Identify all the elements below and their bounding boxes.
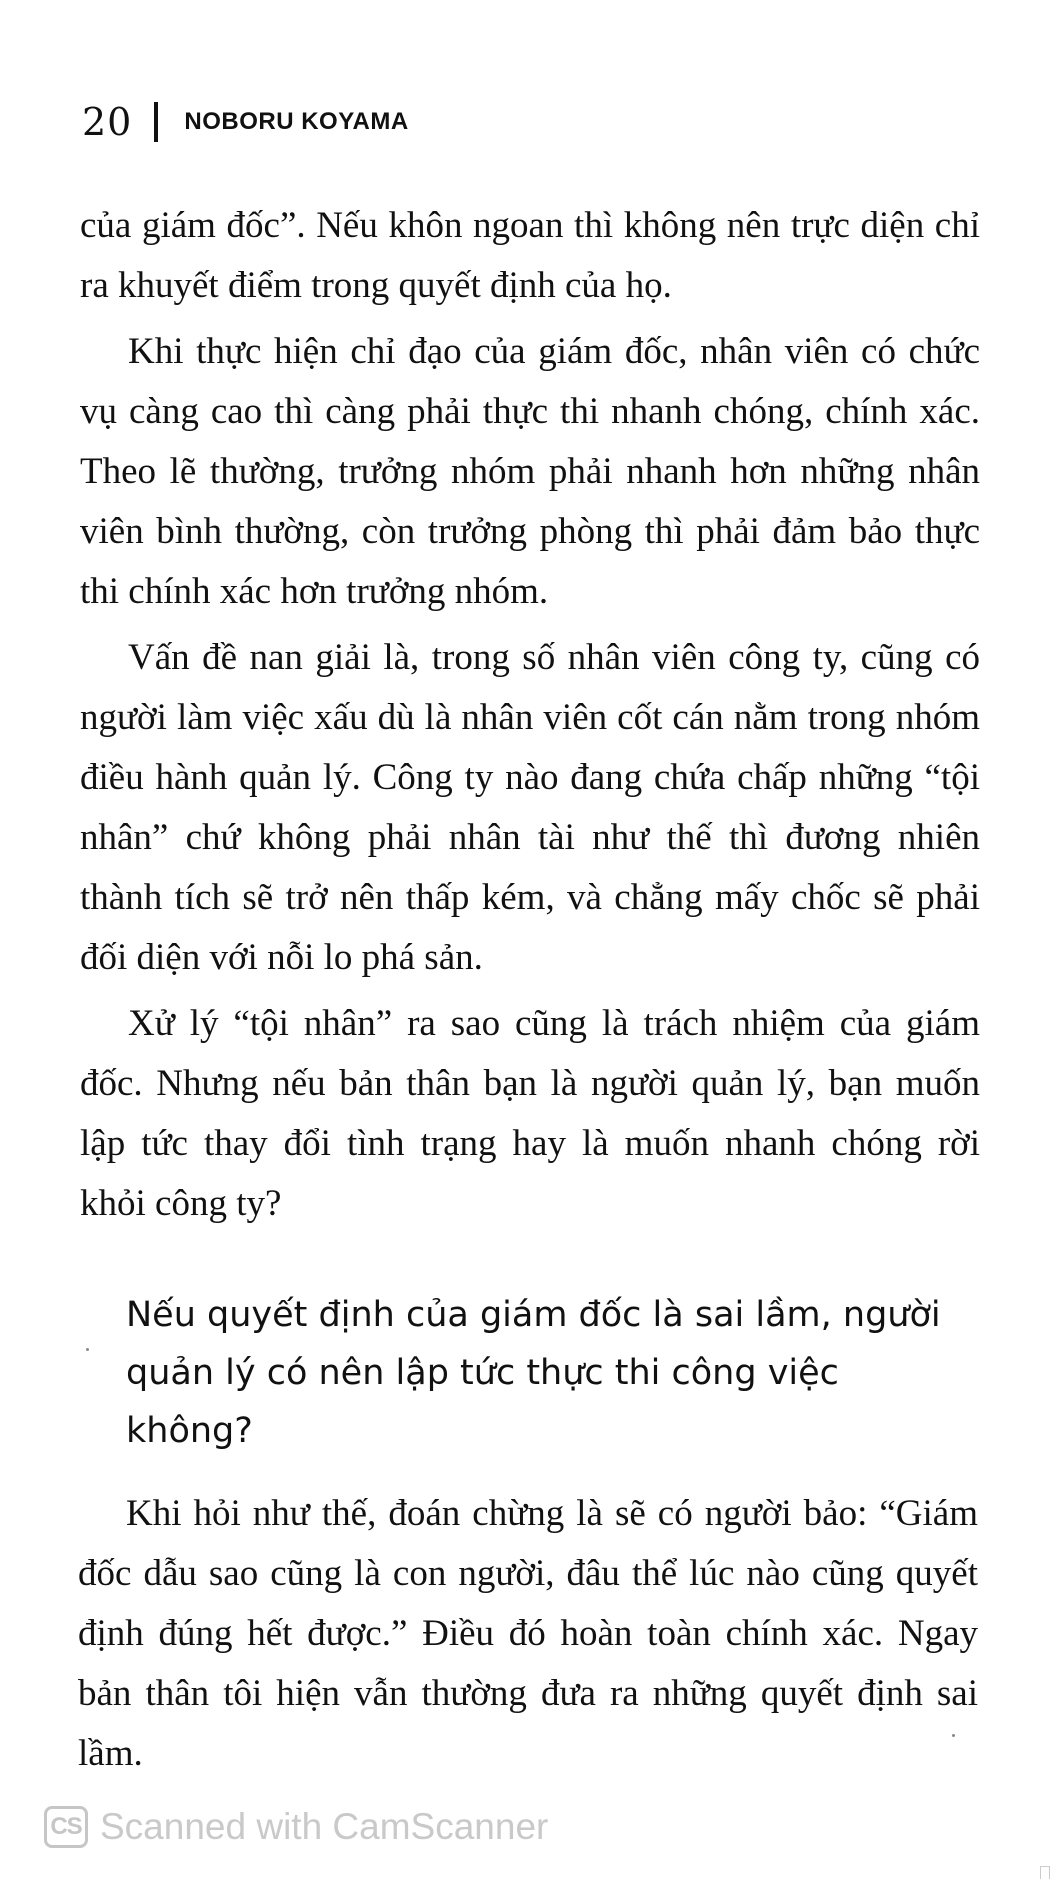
body-text bbox=[80, 196, 980, 1240]
paragraph: Khi thực hiện chỉ đạo của giám đốc, nhân viên có chức vụ càng cao thì càng phải thực thi nhanh chóng, chính xác. Theo lẽ thường, trưởng nhóm phải nhanh hơn những nhân viên bình thường, còn trưởng phòng thì phải đảm bảo thực thi chính xác hơn trưởng nhóm. bbox=[80, 331, 980, 612]
watermark-text: Scanned with CamScanner bbox=[100, 1806, 549, 1847]
paragraph: Vấn đề nan giải là, trong số nhân viên công ty, cũng có người làm việc xấu dù là nhân viên cốt cán nằm trong nhóm điều hành quản lý. Công ty nào đang chứa chấp những “tội nhân” chứ không phải nhân tài như thế thì đương nhiên thành tích sẽ trở nên thấp kém, và chẳng mấy chốc sẽ phải đối diện với nỗi lo phá sản. bbox=[80, 637, 980, 978]
corner-mark bbox=[1040, 1866, 1050, 1879]
scan-speck bbox=[86, 1348, 89, 1351]
running-header bbox=[82, 92, 409, 152]
page-number: 20 bbox=[82, 100, 133, 144]
author-name: NOBORU KOYAMA bbox=[184, 108, 409, 135]
header-divider bbox=[154, 102, 158, 142]
camscanner-watermark bbox=[44, 1806, 548, 1848]
section-heading: Nếu quyết định của giám đốc là sai lầm, người quản lý có nên lập tức thực thi công việc không? bbox=[126, 1295, 941, 1451]
paragraph-continuation: của giám đốc”. Nếu khôn ngoan thì không nên trực diện chỉ ra khuyết điểm trong quyết định của họ. bbox=[80, 205, 980, 306]
paragraph: Xử lý “tội nhân” ra sao cũng là trách nhiệm của giám đốc. Nhưng nếu bản thân bạn là người quản lý, bạn muốn lập tức thay đổi tình trạng hay là muốn nhanh chóng rời khỏi công ty? bbox=[80, 1003, 980, 1224]
section-body bbox=[78, 1484, 978, 1790]
paragraph: Khi hỏi như thế, đoán chừng là sẽ có người bảo: “Giám đốc dẫu sao cũng là con người, đâu thể lúc nào cũng quyết định đúng hết được.” Điều đó hoàn toàn chính xác. Ngay bản thân tôi hiện vẫn thường đưa ra những quyết định sai lầm. bbox=[78, 1493, 978, 1774]
camscanner-logo-icon: CS bbox=[44, 1806, 88, 1848]
scan-speck bbox=[952, 1734, 955, 1737]
